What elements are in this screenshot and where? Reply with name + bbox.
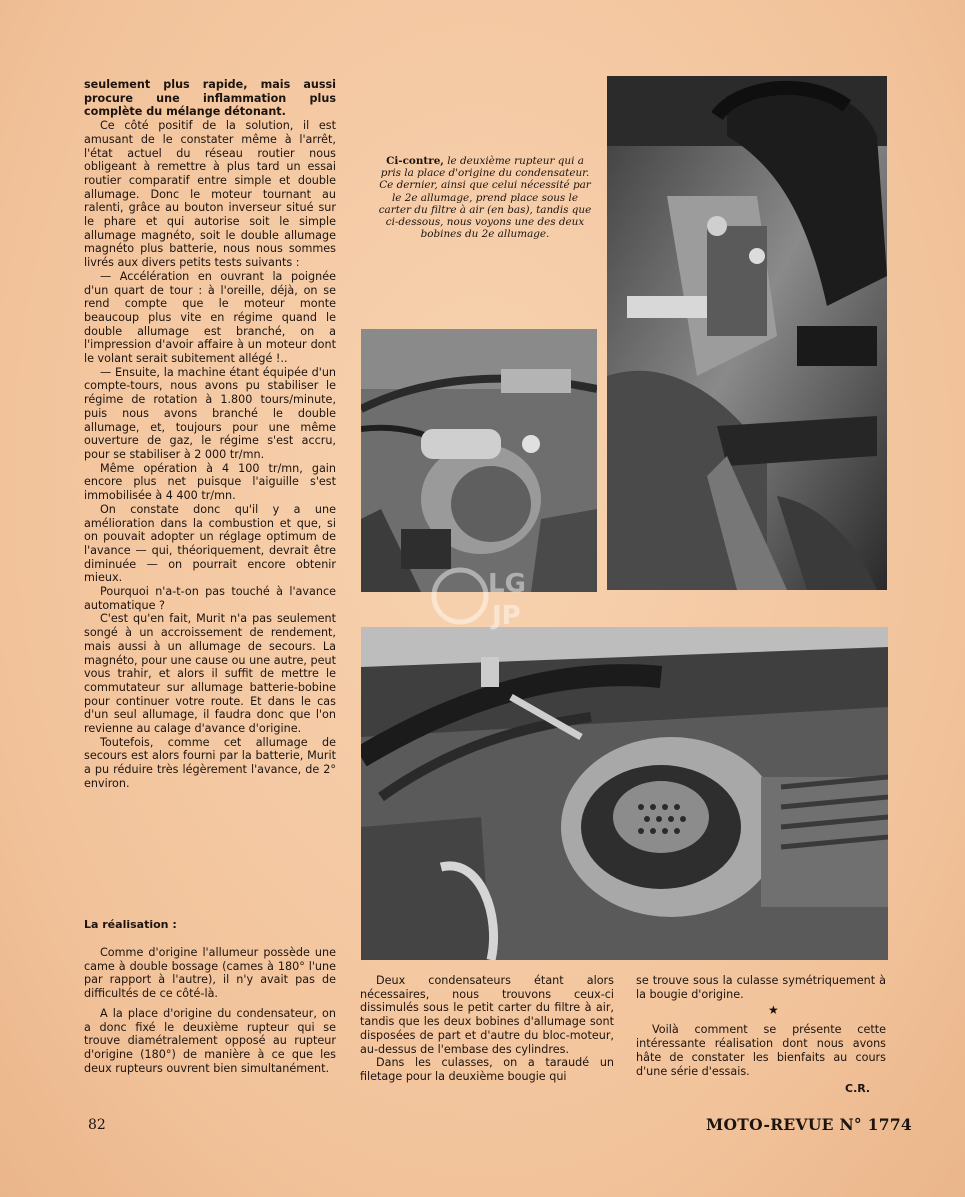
- star-separator: ★: [768, 1003, 779, 1017]
- caption-lead: Ci-contre,: [386, 155, 444, 167]
- paragraph: seulement plus rapide, mais aussi procure une inflammation plus complète du mélange détonant.: [84, 78, 336, 119]
- paragraph: se trouve sous la culasse symétriquement à la bougie d'origine.: [636, 974, 886, 1001]
- paragraph: Comme d'origine l'allumeur possède une came à double bossage (cames à 180° l'une par rapport à l'autre), il n'y avait pas de difficultés de ce côté-là.: [84, 946, 336, 1001]
- paragraph: Voilà comment se présente cette intéressante réalisation dont nous avons hâte de constater les bienfaits au cours d'une série d'essais.: [636, 1023, 886, 1078]
- watermark-logo: [430, 560, 540, 632]
- paragraph: Pourquoi n'a-t-on pas touché à l'avance automatique ?: [84, 585, 336, 612]
- photo-coil: [361, 329, 597, 592]
- magazine-issue: MOTO-REVUE N° 1774: [706, 1115, 912, 1134]
- paragraph: A la place d'origine du condensateur, on a donc fixé le deuxième rupteur qui se trouve diamétralement opposé au rupteur d'origine (180°) de manière à ce que les deux rupteurs ouvrent bien simultanément.: [84, 1006, 336, 1075]
- author-signature: C.R.: [845, 1082, 871, 1095]
- paragraph: — Accélération en ouvrant la poignée d'un quart de tour : à l'oreille, déjà, on se rend compte que le moteur monte beaucoup plus vite en régime quand le double allumage est branché, on a l'impression d'avoir affaire à un moteur dont le volant serait subitement allégé !..: [84, 269, 336, 366]
- photo-breaker-assembly: [607, 76, 887, 590]
- right-bottom-text-column: [636, 974, 886, 1078]
- paragraph: On constate donc qu'il y a une amélioration dans la combustion et que, si on pouvait adopter un réglage optimum de l'avance — qui, théoriquement, devrait être diminuée — on pourrait encore obtenir mieux.: [84, 502, 336, 585]
- paragraph: C'est qu'en fait, Murit n'a pas seulement songé à un accroissement de rendement, mais aussi à un allumage de secours. La magnéto, pour une cause ou une autre, peut vous trahir, et alors il suffit de mettre le commutateur sur allumage batterie-bobine pour continuer votre route. Et dans le cas d'un seul allumage, il faudra donc que l'on revienne au calage d'avance d'origine.: [84, 612, 336, 736]
- caption-text: le deuxième rupteur qui a pris la place d'origine du condensateur. Ce dernier, ainsi que celui nécessité par le 2e allumage, prend place sous le carter du filtre à air (en bas), tandis que ci-dessous, nous voyons une des deux bobines du 2e allumage.: [378, 155, 592, 241]
- paragraph: — Ensuite, la machine étant équipée d'un compte-tours, nous avons pu stabiliser le régime de rotation à 1.800 tours/minute, puis nous avons branché le double allumage, et, toujours pour une même ouverture de gaz, le régime s'est accru, pour se stabiliser à 2 000 tr/mn.: [84, 365, 336, 461]
- page-number: 82: [88, 1117, 106, 1133]
- photo-air-filter: [361, 627, 888, 960]
- paragraph: Toutefois, comme cet allumage de secours est alors fourni par la batterie, Murit a pu réduire très légèrement l'avance, de 2° environ.: [84, 735, 336, 790]
- photo-caption: [378, 155, 592, 240]
- left-bottom-text-column: [84, 946, 336, 1075]
- section-heading: La réalisation :: [84, 918, 177, 931]
- left-text-column: [84, 78, 336, 791]
- paragraph: Ce côté positif de la solution, il est amusant de le constater même à l'arrêt, l'état actuel du réseau routier nous obligeant à remettre à plus tard un essai routier comparatif entre simple et double allumage. Donc le moteur tournant au ralenti, grâce au bouton inverseur situé sur le phare et qui autorise soit le simple allumage magnéto, soit le double allumage magnéto plus batterie, nous nous sommes livrés aux divers petits tests suivants :: [84, 119, 336, 270]
- paragraph: Même opération à 4 100 tr/mn, gain encore plus net puisque l'aiguille s'est immobilisée à 4 400 tr/mn.: [84, 461, 336, 503]
- watermark-line1: LG: [488, 569, 526, 599]
- watermark-line2: JP: [492, 601, 521, 631]
- middle-bottom-text-column: [360, 974, 614, 1084]
- paragraph: Deux condensateurs étant alors nécessaires, nous trouvons ceux-ci dissimulés sous le petit carter du filtre à air, tandis que les deux bobines d'allumage sont disposées de part et d'autre du bloc-moteur, au-dessus de l'embase des cylindres.: [360, 974, 614, 1056]
- paragraph: Dans les culasses, on a taraudé un filetage pour la deuxième bougie qui: [360, 1056, 614, 1083]
